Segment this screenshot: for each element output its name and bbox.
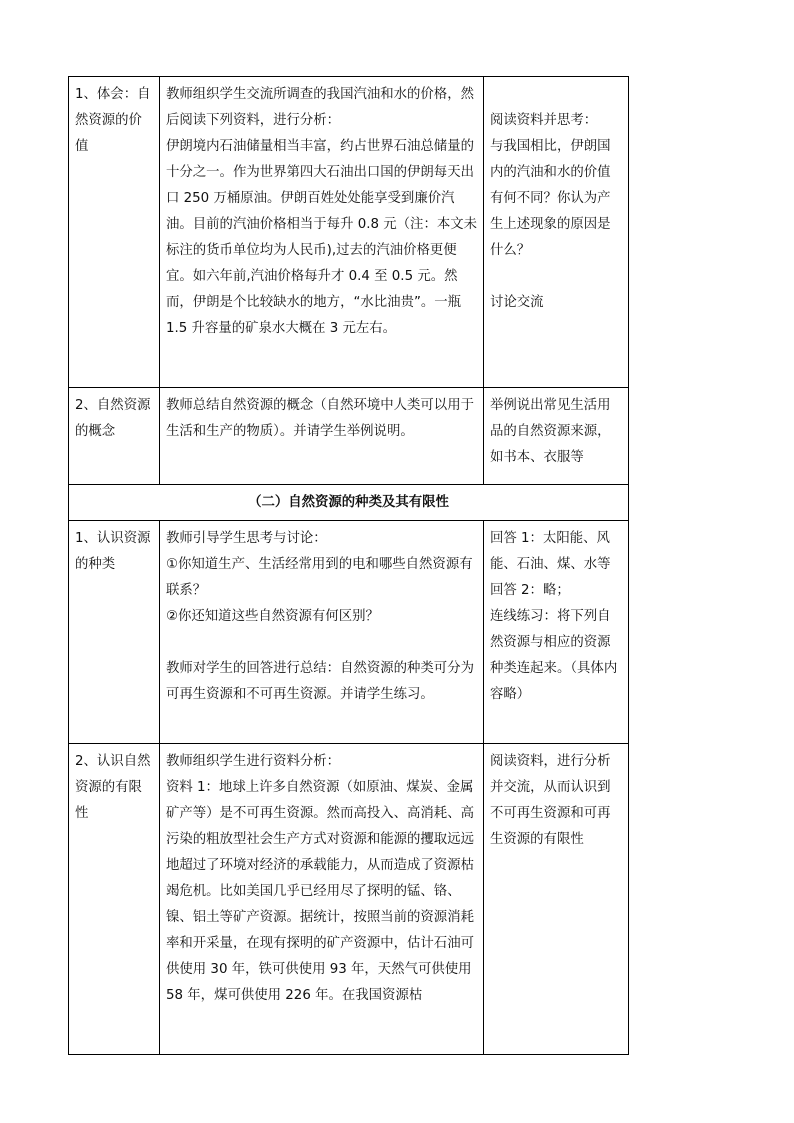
teacher-summary: 教师对学生的回答进行总结：自然资源的种类可分为可再生资源和不可再生资源。并请学生练习。 <box>166 661 474 702</box>
step-cell <box>69 521 160 744</box>
reading-material: 资料 1：地球上许多自然资源（如原油、煤炭、金属矿产等）是不可再生资源。然而高投入、高消耗、高污染的粗放型社会生产方式对资源和能源的攫取远远地超过了环境对经济的承载能力，从而造成了资源枯竭危机。比如美国几乎已经用尽了探明的锰、铬、镍、铝土等矿产资源。据统计，按照当前的资源消耗率和开采量，在现有探明的矿产资源中，估计石油可供使用 30 年，铁可供使用 93 年，天然气可供使用 58 年，煤可供使用 226 年。在我国资源枯 <box>166 780 474 1003</box>
step-cell <box>69 388 160 485</box>
table-row <box>69 77 629 388</box>
student-exercise: 连线练习：将下列自然资源与相应的资源种类连起来。（具体内容略） <box>490 609 618 702</box>
student-paragraph: 举例说出常见生活用品的自然资源来源，如书本、衣服等 <box>490 398 611 465</box>
teacher-paragraph: 教师组织学生交流所调查的我国汽油和水的价格，然后阅读下列资料，进行分析： <box>166 87 474 128</box>
reading-material: 伊朗境内石油储量相当丰富，约占世界石油总储量的十分之一。作为世界第四大石油出口国的伊朗每天出口 250 万桶原油。伊朗百姓处处能享受到廉价汽油。目前的汽油价格相当于每升 0.8 元（注：本文未标注的货币单位均为人民币),过去的汽油价格更便宜。如六年前,汽油价格每升才 0.4 至 0.5 元。然而，伊朗是个比较缺水的地方，“水比油贵”。一瓶 1.5 升容量的矿泉水大概在 3 元左右。 <box>166 139 478 336</box>
student-paragraph: 讨论交流 <box>490 295 544 310</box>
section-row <box>69 485 629 521</box>
student-activity-cell <box>484 521 629 744</box>
step-label: 2、自然资源的概念 <box>75 398 151 439</box>
teacher-activity-cell <box>160 744 484 1055</box>
step-cell <box>69 744 160 1055</box>
step-label: 1、体会：自然资源的价值 <box>75 87 151 154</box>
teacher-activity-cell <box>160 388 484 485</box>
student-question: 与我国相比，伊朗国内的汽油和水的价值有何不同？你认为产生上述现象的原因是什么？ <box>490 139 611 258</box>
discussion-question: ②你还知道这些自然资源有何区别？ <box>166 609 379 624</box>
lesson-plan-table <box>68 76 629 1055</box>
teacher-paragraph: 教师组织学生进行资料分析： <box>166 754 341 769</box>
step-label: 1、认识资源的种类 <box>75 531 151 572</box>
teacher-activity-cell <box>160 77 484 388</box>
section-title: （二）自然资源的种类及其有限性 <box>69 485 629 521</box>
student-paragraph: 阅读资料，进行分析并交流，从而认识到不可再生资源和可再生资源的有限性 <box>490 754 611 847</box>
table-row <box>69 521 629 744</box>
table-row <box>69 744 629 1055</box>
student-activity-cell <box>484 388 629 485</box>
student-activity-cell <box>484 744 629 1055</box>
student-answer: 回答 2：略； <box>490 583 570 598</box>
teacher-activity-cell <box>160 521 484 744</box>
student-paragraph: 阅读资料并思考： <box>490 113 598 128</box>
step-label: 2、认识自然资源的有限性 <box>75 754 151 821</box>
table-row <box>69 388 629 485</box>
discussion-question: ①你知道生产、生活经常用到的电和哪些自然资源有联系？ <box>166 557 473 598</box>
student-activity-cell <box>484 77 629 388</box>
student-answer: 回答 1：太阳能、风能、石油、煤、水等 <box>490 531 611 572</box>
step-cell <box>69 77 160 388</box>
teacher-paragraph: 教师总结自然资源的概念（自然环境中人类可以用于生活和生产的物质）。并请学生举例说明。 <box>166 398 474 439</box>
teacher-paragraph: 教师引导学生思考与讨论： <box>166 531 327 546</box>
